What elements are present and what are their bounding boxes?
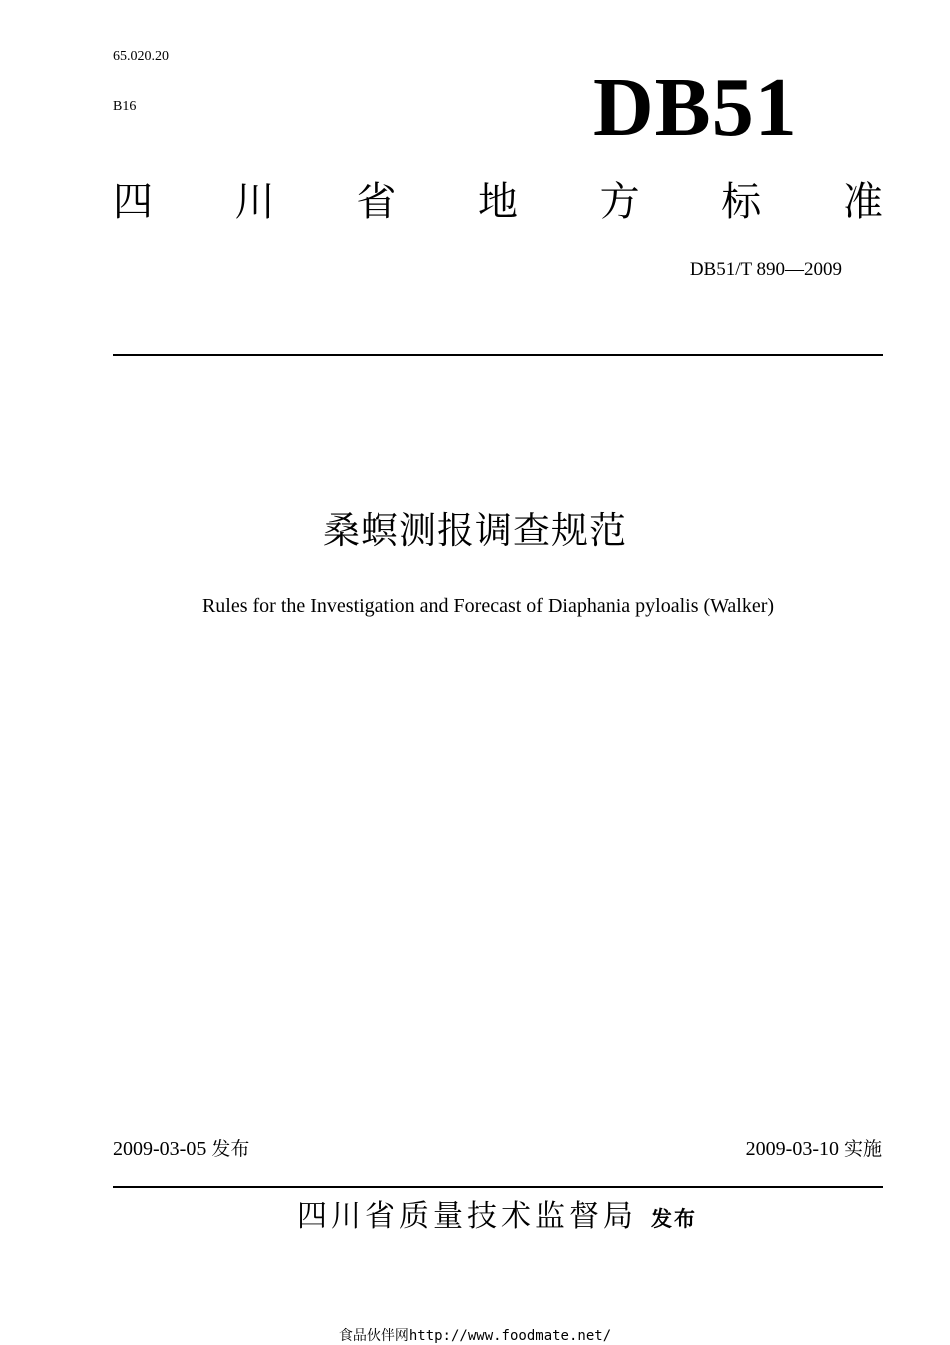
title-chinese: 桑螟测报调查规范 [323, 509, 627, 552]
standard-type-char: 地 [477, 179, 518, 225]
footer-watermark: 食品伙伴网http://www.foodmate.net/ [338, 1328, 612, 1344]
ccs-code: B16 [113, 99, 137, 114]
standard-type [113, 176, 883, 228]
db51-logo: DB51 [593, 61, 798, 154]
standard-number: DB51/T 890—2009 [689, 259, 842, 280]
implement-date-line [746, 1135, 882, 1163]
issue-label: 发布 [211, 1138, 250, 1160]
ics-code: 65.020.20 [113, 49, 169, 64]
standard-type-char: 川 [234, 179, 275, 225]
implement-date: 2009-03-10 [745, 1138, 839, 1160]
standard-type-char: 省 [356, 179, 397, 225]
top-divider [113, 354, 883, 356]
issuer-action: 发布 [651, 1207, 697, 1231]
issue-date-line [113, 1135, 249, 1163]
standard-type-char: 准 [842, 179, 883, 225]
issue-date: 2009-03-05 [113, 1138, 207, 1160]
standard-type-char: 标 [721, 179, 762, 225]
standard-type-char: 四 [113, 179, 153, 225]
issuer-name: 四川省质量技术监督局 [297, 1199, 637, 1234]
bottom-divider [113, 1186, 883, 1188]
issuer-line [0, 1197, 950, 1239]
title-english: Rules for the Investigation and Forecast of Diaphania pyloalis (Walker) [201, 595, 775, 617]
implement-label: 实施 [843, 1138, 882, 1160]
standard-type-char: 方 [599, 179, 640, 225]
